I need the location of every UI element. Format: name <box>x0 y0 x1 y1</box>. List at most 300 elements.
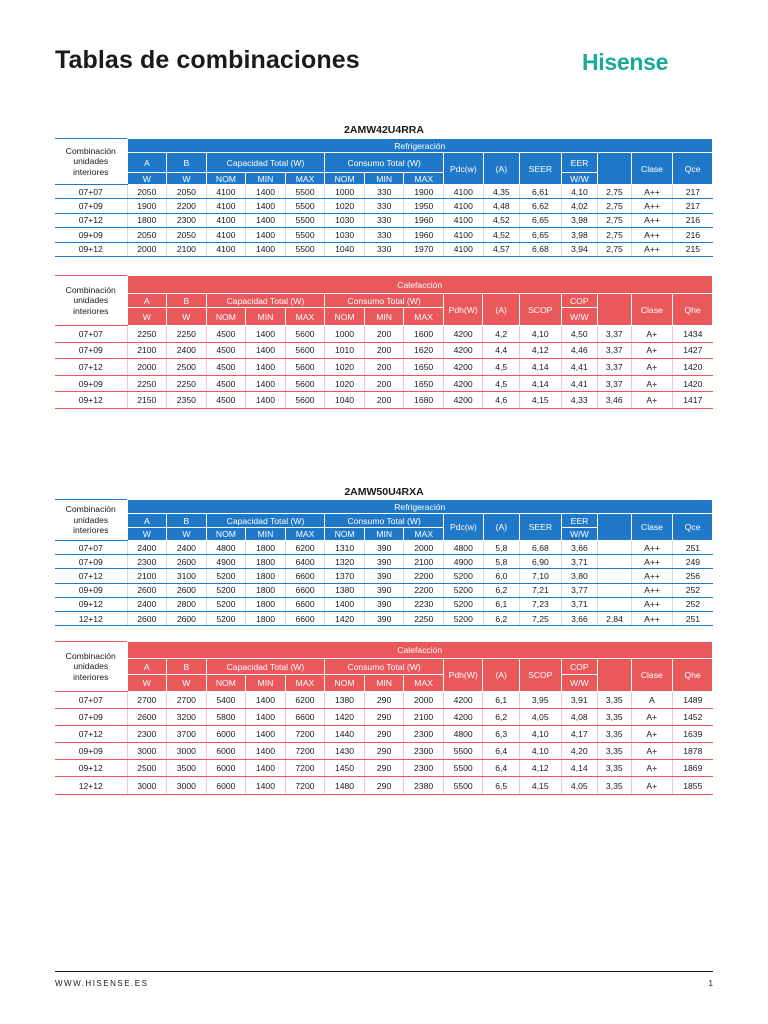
table-cell: 1434 <box>673 326 713 343</box>
table-cell: 1639 <box>673 726 713 743</box>
table-cell: 2250 <box>167 326 207 343</box>
table-cell: 215 <box>673 242 713 256</box>
table-cell: 4200 <box>443 392 483 409</box>
table-cell: 5200 <box>206 611 246 625</box>
table-cell <box>598 569 631 583</box>
table-cell: 4,15 <box>519 392 561 409</box>
table-cell: 1380 <box>325 692 365 709</box>
table-cell: 5500 <box>285 213 325 227</box>
table-cell: 2800 <box>167 597 207 611</box>
table-cell: 4800 <box>444 541 484 555</box>
table-cell: 4,48 <box>483 199 520 213</box>
table-cell: 3,98 <box>561 228 598 242</box>
col-eer: EER <box>561 153 598 173</box>
table-cell: 4,05 <box>561 777 598 794</box>
col-a: A <box>127 659 167 675</box>
table-cell: 217 <box>673 185 713 199</box>
table-cell: 1427 <box>673 342 713 359</box>
table-cell: 2000 <box>404 541 444 555</box>
table-cell: 3100 <box>167 569 207 583</box>
table-cell: 3,95 <box>519 692 561 709</box>
table-cell: 1380 <box>325 583 365 597</box>
table-cell: 3000 <box>167 743 207 760</box>
table-cell: 2300 <box>404 743 444 760</box>
table-cell: 2250 <box>127 326 167 343</box>
table-cell: 2700 <box>167 692 207 709</box>
table-cell: 1020 <box>325 375 365 392</box>
table-cell: A++ <box>631 555 673 569</box>
table-cell: 07+12 <box>55 726 127 743</box>
table-cell: 5500 <box>285 242 325 256</box>
table-cell: A+ <box>631 342 673 359</box>
table-cell: 6,62 <box>520 199 562 213</box>
table-cell: 1960 <box>404 228 444 242</box>
hisense-logo: Hisense <box>582 49 669 75</box>
unit-min: MIN <box>246 675 286 692</box>
table-cell: 2000 <box>127 359 167 376</box>
col-consumo: Consumo Total (W) <box>325 153 444 173</box>
unit-w: W <box>127 675 167 692</box>
table-cell: 1800 <box>246 583 286 597</box>
table-cell: 07+09 <box>55 342 127 359</box>
table-cell: 1800 <box>246 541 286 555</box>
table-cell: 1420 <box>673 375 713 392</box>
table-cell: 1452 <box>673 709 713 726</box>
table-cell: 07+07 <box>55 541 127 555</box>
unit-w: W <box>167 675 207 692</box>
table-cell: 2200 <box>404 569 444 583</box>
unit-w: W <box>127 528 167 541</box>
table-cell: 1900 <box>404 185 444 199</box>
unit-nom: NOM <box>325 528 365 541</box>
table-row <box>55 692 713 709</box>
table-cell: 4,6 <box>483 392 520 409</box>
table-cell: 4,10 <box>561 185 598 199</box>
table-cell: 3700 <box>167 726 207 743</box>
table-cell: 200 <box>364 326 404 343</box>
col-qce: Qce <box>673 153 713 185</box>
table-cell: 3,35 <box>598 777 631 794</box>
table-cell: 6200 <box>285 541 325 555</box>
unit-nom: NOM <box>206 173 246 185</box>
col-capacidad: Capacidad Total (W) <box>206 294 325 308</box>
table-cell <box>598 555 631 569</box>
table-cell: 2250 <box>167 375 207 392</box>
table-cell: 2300 <box>127 555 167 569</box>
table-cell: 12+12 <box>55 777 127 794</box>
table-cell: 4,4 <box>483 342 520 359</box>
table-cell: 330 <box>364 213 404 227</box>
table-cell: 6,2 <box>483 611 520 625</box>
table-cell: 3,91 <box>561 692 598 709</box>
table-cell: 216 <box>673 228 713 242</box>
table-cell: 4500 <box>206 326 246 343</box>
table-cell: 1950 <box>404 199 444 213</box>
unit-w: W <box>167 528 207 541</box>
table-cell: 6,5 <box>483 777 520 794</box>
table-cell: 1400 <box>325 597 365 611</box>
col-amp: (A) <box>483 294 520 326</box>
table-cell: 5200 <box>206 569 246 583</box>
col-a: A <box>127 153 167 173</box>
table-row <box>55 359 713 376</box>
table-cell: 2230 <box>404 597 444 611</box>
table-cell: 4,12 <box>519 760 561 777</box>
table-cell: 3500 <box>167 760 207 777</box>
table-cell: 3000 <box>127 777 167 794</box>
table-cell: 2700 <box>127 692 167 709</box>
combination-header: Combinación unidades interiores <box>55 276 127 326</box>
table-cell: 5500 <box>285 199 325 213</box>
table-cell: 4800 <box>206 541 246 555</box>
table-cell: 7,21 <box>520 583 562 597</box>
table-cell: 1000 <box>325 185 365 199</box>
table-row <box>55 242 713 256</box>
table-cell: 2600 <box>127 583 167 597</box>
table-cell: 07+09 <box>55 709 127 726</box>
table-cell: 4200 <box>443 709 483 726</box>
table-cell: 1878 <box>673 743 713 760</box>
table-cell: 4,10 <box>519 743 561 760</box>
table-cell: 4200 <box>443 375 483 392</box>
table-cell: 5400 <box>206 692 246 709</box>
table-cell: 6,68 <box>520 242 562 256</box>
table-cell: 4100 <box>206 199 246 213</box>
table-cell: 6,0 <box>483 569 520 583</box>
model-title-2: 2AMW50U4RXA <box>344 486 424 498</box>
table-cell: 251 <box>673 541 713 555</box>
table-cell: 330 <box>364 242 404 256</box>
unit-min: MIN <box>246 308 286 326</box>
table-cell: 5200 <box>444 597 484 611</box>
table-cell: 5600 <box>285 359 325 376</box>
table-row <box>55 709 713 726</box>
table-cell: 1400 <box>246 242 286 256</box>
table-cell: 1620 <box>404 342 444 359</box>
table-cell: 3,37 <box>598 359 631 376</box>
table-cell: 2350 <box>167 392 207 409</box>
table-cell: 5200 <box>444 569 484 583</box>
table-cell: 6000 <box>206 743 246 760</box>
table-cell: 3,66 <box>561 611 598 625</box>
table-cell: 4500 <box>206 392 246 409</box>
table-row <box>55 555 713 569</box>
table-cell: 4,52 <box>483 213 520 227</box>
table-cell: 2,75 <box>598 213 631 227</box>
col-scop: SCOP <box>519 294 561 326</box>
table-cell: A+ <box>631 392 673 409</box>
unit-min: MIN <box>364 173 404 185</box>
table-cell: 6,1 <box>483 692 520 709</box>
unit-ww: W/W <box>561 528 598 541</box>
table-cell: 1400 <box>246 342 286 359</box>
heating-table-2 <box>55 641 713 795</box>
table-cell: 4,14 <box>519 375 561 392</box>
col-capacidad: Capacidad Total (W) <box>206 659 325 675</box>
table-cell: 07+09 <box>55 199 127 213</box>
table-cell: 3,35 <box>598 726 631 743</box>
table-cell: 2100 <box>167 242 207 256</box>
unit-max: MAX <box>404 308 444 326</box>
table-cell: 4,08 <box>561 709 598 726</box>
table-cell: 330 <box>364 199 404 213</box>
unit-min: MIN <box>246 528 286 541</box>
table-cell: 2100 <box>404 555 444 569</box>
table-row <box>55 185 713 199</box>
table-cell: 5200 <box>206 597 246 611</box>
table-cell: A+ <box>631 375 673 392</box>
table-row <box>55 726 713 743</box>
table-cell: 1420 <box>325 709 365 726</box>
table-cell: A+ <box>631 326 673 343</box>
table-cell: 6600 <box>285 597 325 611</box>
table-cell: 1320 <box>325 555 365 569</box>
table-cell: 1800 <box>246 555 286 569</box>
table-cell: 4,57 <box>483 242 520 256</box>
table-cell: A+ <box>631 726 673 743</box>
table-cell: 2250 <box>127 375 167 392</box>
table-cell: 2600 <box>167 555 207 569</box>
table-cell: 1400 <box>246 777 286 794</box>
table-cell: 3,35 <box>598 709 631 726</box>
table-cell: 1650 <box>404 375 444 392</box>
unit-nom: NOM <box>206 528 246 541</box>
table-cell: 2400 <box>167 342 207 359</box>
table-cell: 5,8 <box>483 555 520 569</box>
table-cell: 4,35 <box>483 185 520 199</box>
table-cell: 7200 <box>285 777 325 794</box>
page-title: Tablas de combinaciones <box>55 46 360 74</box>
table-cell: 1020 <box>325 199 365 213</box>
table-cell: 2200 <box>167 199 207 213</box>
table-cell: 6600 <box>285 611 325 625</box>
table-row <box>55 777 713 794</box>
col-cop: COP <box>561 294 598 308</box>
table-cell: 3,37 <box>598 326 631 343</box>
table-cell: 290 <box>364 692 404 709</box>
table-cell: 09+12 <box>55 597 127 611</box>
table-cell: A++ <box>631 597 673 611</box>
table-cell: 1800 <box>246 597 286 611</box>
table-cell: 1400 <box>246 213 286 227</box>
unit-w: W <box>167 173 207 185</box>
table-cell: 4,14 <box>519 359 561 376</box>
cooling-table-2 <box>55 499 713 626</box>
unit-ww: W/W <box>561 173 598 185</box>
col-qhe: Qhe <box>673 294 713 326</box>
model-title-1: 2AMW42U4RRA <box>344 124 424 136</box>
table-cell: 4100 <box>206 228 246 242</box>
table-cell: 2150 <box>127 392 167 409</box>
table-cell: 1370 <box>325 569 365 583</box>
table-cell: 3,71 <box>561 555 598 569</box>
col-cop: COP <box>561 659 598 675</box>
table-cell: 4,14 <box>561 760 598 777</box>
table-cell: 1400 <box>246 185 286 199</box>
table-cell: 4900 <box>206 555 246 569</box>
table-cell: 1040 <box>325 242 365 256</box>
table-cell: 3,71 <box>561 597 598 611</box>
table-cell: 1800 <box>246 569 286 583</box>
table-cell: A+ <box>631 709 673 726</box>
col-consumo: Consumo Total (W) <box>325 659 444 675</box>
table-cell: 09+09 <box>55 228 127 242</box>
table-cell: 1960 <box>404 213 444 227</box>
table-row <box>55 541 713 555</box>
table-cell <box>598 597 631 611</box>
table-cell: A++ <box>631 199 673 213</box>
table-cell: 4,41 <box>561 359 598 376</box>
col-a: A <box>127 294 167 308</box>
table-cell: 2,75 <box>598 228 631 242</box>
table-cell: 200 <box>364 359 404 376</box>
table-cell: 07+12 <box>55 569 127 583</box>
table-cell: A++ <box>631 569 673 583</box>
col-amp: (A) <box>483 153 520 185</box>
table-cell: 09+09 <box>55 583 127 597</box>
col-pdh: Pdh(W) <box>443 294 483 326</box>
table-cell: 6000 <box>206 777 246 794</box>
unit-ww: W/W <box>561 308 598 326</box>
refrigeracion-header: Refrigeración <box>127 500 712 514</box>
table-cell: 2100 <box>404 709 444 726</box>
unit-nom: NOM <box>206 675 246 692</box>
table-row <box>55 213 713 227</box>
col-clase: Clase <box>631 153 673 185</box>
col-blank <box>598 514 631 541</box>
col-seer: SEER <box>520 514 562 541</box>
table-row <box>55 326 713 343</box>
table-cell: 2000 <box>404 692 444 709</box>
table-cell: 2000 <box>127 242 167 256</box>
col-seer: SEER <box>520 153 562 185</box>
table-row <box>55 597 713 611</box>
table-cell: 216 <box>673 213 713 227</box>
table-cell: 3000 <box>127 743 167 760</box>
table-cell: 2200 <box>404 583 444 597</box>
col-pdc: Pdc(w) <box>444 514 484 541</box>
table-cell: 6,2 <box>483 709 520 726</box>
combination-header: Combinación unidades interiores <box>55 139 127 185</box>
col-blank <box>598 153 631 185</box>
col-blank <box>598 659 631 692</box>
table-cell: 390 <box>364 541 404 555</box>
table-cell: 4,20 <box>561 743 598 760</box>
table-cell: A+ <box>631 760 673 777</box>
table-cell: 5200 <box>444 611 484 625</box>
page-number: 1 <box>708 979 713 988</box>
table-cell: 1400 <box>246 326 286 343</box>
table-cell: 2050 <box>127 228 167 242</box>
table-cell: 1400 <box>246 760 286 777</box>
table-cell: A++ <box>631 228 673 242</box>
table-cell: 1010 <box>325 342 365 359</box>
table-cell: 3,98 <box>561 213 598 227</box>
table-cell: 2600 <box>127 709 167 726</box>
table-cell: 4100 <box>444 185 484 199</box>
table-cell: 2300 <box>167 213 207 227</box>
table-cell: 3,66 <box>561 541 598 555</box>
table-cell: 4100 <box>444 213 484 227</box>
table-cell: 4500 <box>206 375 246 392</box>
table-cell: 07+12 <box>55 359 127 376</box>
table-cell: 1400 <box>246 692 286 709</box>
table-cell: 6,65 <box>520 213 562 227</box>
table-cell: 1400 <box>246 228 286 242</box>
table-cell: 7,23 <box>520 597 562 611</box>
table-cell: 4200 <box>443 342 483 359</box>
table-cell: 4,5 <box>483 359 520 376</box>
table-cell: 290 <box>364 709 404 726</box>
table-cell: 4,02 <box>561 199 598 213</box>
table-cell: 390 <box>364 597 404 611</box>
table-cell: 1900 <box>127 199 167 213</box>
col-capacidad: Capacidad Total (W) <box>206 153 325 173</box>
table-cell: 2,84 <box>598 611 631 625</box>
table-cell: 4,05 <box>519 709 561 726</box>
table-row <box>55 743 713 760</box>
table-cell: 1650 <box>404 359 444 376</box>
table-cell: 6,4 <box>483 743 520 760</box>
col-b: B <box>167 514 207 528</box>
table-cell: 5,8 <box>483 541 520 555</box>
table-cell: 1310 <box>325 541 365 555</box>
table-cell: 1489 <box>673 692 713 709</box>
table-cell: 4,10 <box>519 726 561 743</box>
col-pdh: Pdh(W) <box>443 659 483 692</box>
unit-min: MIN <box>246 173 286 185</box>
table-cell: 5500 <box>285 228 325 242</box>
table-cell: 4,10 <box>519 326 561 343</box>
table-cell: 6,61 <box>520 185 562 199</box>
table-cell: 4500 <box>206 342 246 359</box>
table-cell: A++ <box>631 213 673 227</box>
table-cell: 1400 <box>246 743 286 760</box>
table-cell: 1400 <box>246 726 286 743</box>
table-cell: 1030 <box>325 228 365 242</box>
col-a: A <box>127 514 167 528</box>
table-cell: 290 <box>364 777 404 794</box>
table-cell: 6,4 <box>483 760 520 777</box>
table-cell: 2300 <box>127 726 167 743</box>
col-consumo: Consumo Total (W) <box>325 294 444 308</box>
table-cell: 6,65 <box>520 228 562 242</box>
table-cell: 07+09 <box>55 555 127 569</box>
table-cell: 6000 <box>206 726 246 743</box>
table-cell: 3,46 <box>598 392 631 409</box>
table-cell: 5600 <box>285 392 325 409</box>
table-cell: 4,2 <box>483 326 520 343</box>
table-cell: 4,52 <box>483 228 520 242</box>
table-cell: 2100 <box>127 569 167 583</box>
table-cell: 4500 <box>206 359 246 376</box>
table-cell: 251 <box>673 611 713 625</box>
table-cell: 1420 <box>325 611 365 625</box>
table-cell: 252 <box>673 583 713 597</box>
table-cell: 5600 <box>285 326 325 343</box>
table-cell: 330 <box>364 228 404 242</box>
table-cell: 256 <box>673 569 713 583</box>
table-cell: 1970 <box>404 242 444 256</box>
table-cell: 1450 <box>325 760 365 777</box>
table-cell: 1420 <box>673 359 713 376</box>
table-cell: 5600 <box>285 375 325 392</box>
table-cell: 2,75 <box>598 199 631 213</box>
unit-nom: NOM <box>325 675 365 692</box>
table-row <box>55 392 713 409</box>
table-cell: 290 <box>364 743 404 760</box>
table-cell: 09+12 <box>55 392 127 409</box>
